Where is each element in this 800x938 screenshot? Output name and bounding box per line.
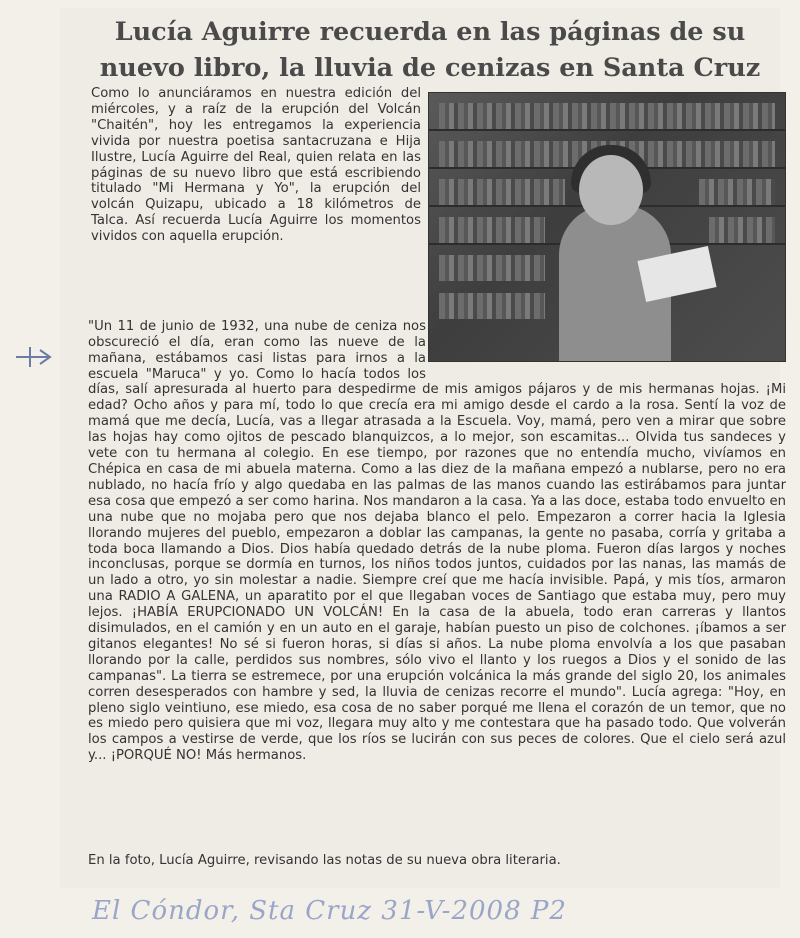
lead-paragraph: Como lo anunciáramos en nuestra edición del miércoles, y a raíz de la erupción del Volcán "Chaitén", hoy les entregamos la experiencia vivida por nuestra poetisa santacruzana e Hija Ilustre, Lucía Aguirre del Real, quien relata en las páginas de su nuevo libro que está escribiendo titulado "Mi Hermana y Yo", la erupción del volcán Quizapu, ubicado a 18 kilómetros de Talca. Así recuerda Lucía Aguirre los momentos vividos con aquella erupción. (91, 86, 421, 245)
handwritten-margin-note (0, 200, 80, 240)
photo-caption: En la foto, Lucía Aguirre, revisando las notas de su nueva obra literaria. (88, 853, 561, 868)
body-paragraph-text: "Un 11 de junio de 1932, una nube de ceniza nos obscureció el día, eran como las nueve de la mañana, estábamos casi listas para irnos a la escuela "Maruca" y yo. Como lo hacía todos los días, salí apresurada al huerto para despedirme de mis amigos pájaros y de mis hermanas hojas. ¡Mi edad? Ocho años y para mí, todo lo que crecía era mi amigo desde el cardo a la rosa. Sentí la voz de mamá que me decía, Lucía, vas a llegar atrasada a la Escuela. Voy, mamá, pero ven a mirar que sobre las hojas hay como ojitos de pescado blanquizcos, a lo mejor, son escamitas... Olvida tus sandeces y vete con tu hermana al colegio. En ese tiempo, por razones que no entendía mucho, vivíamos en Chépica en casa de mi abuela materna. Como a las diez de la mañana empezó a nublarse, pero no era nublado, no hacía frío y algo quedaba en las palmas de las manos cuando las estirábamos para juntar esa cosa que empezó a ser como harina. Nos mandaron a la casa. Ya a las doce, estaba todo envuelto en una nube que no mojaba pero que nos dejaba blanco el pelo. Empezaron a correr hacia la Iglesia llorando mujeres del pueblo, empezaron a doblar las campanas, la gente no pasaba, corría y gritaba a toda boca llamando a Dios. Dios había quedado detrás de la nube ploma. Fueron días largos y noches inconclusas, porque se dormía en turnos, los niños todos juntos, cuidados por las nanas, las mamás de un lado a otro, yo sin molestar a nadie. Siempre creí que me hacía invisible. Papá, y mis tíos, armaron una RADIO A GALENA, un aparatito por el que llegaban voces de Santiago que estaba muy, pero muy lejos. ¡HABÍA ERUPCIONADO UN VOLCÁN! En la casa de la abuela, todo eran carreras y llantos disimulados, en el camión y en un auto en el garaje, habían puesto un piso de colchones. ¡íbamos a ser gitanos elegantes! No sé si fueron horas, si días si años. La nube ploma envolvía a los que pasaban llorando por la calle, perdidos sus nombres, sólo vivo el llanto y los ruegos a Dios y el sonido de las campanas". La tierra se estremece, por una erupción volcánica la más grande del siglo 20, los animales corren desesperados con hambre y sed, la lluvia de cenizas recorre el mundo". Lucía agrega: "Hoy, en pleno siglo veintiuno, ese miedo, esa cosa de no saber porqué me llena el corazón de un temor, que no es miedo pero quisiera que mi voz, llegara muy alto y me contestara que ha pasado todo. Que volverán los campos a vestirse de verde, que los ríos se lucirán con sus peces de colores. Que el cielo será azul y... ¡PORQUÉ NO! Más hermanos. (88, 318, 786, 764)
headline: Lucía Aguirre recuerda en las páginas de su nuevo libro, la lluvia de cenizas en Santa Cruz (99, 17, 761, 83)
body-paragraph (88, 287, 786, 764)
handwritten-source-note: El Cóndor, Sta Cruz 31-V-2008 P2 (92, 896, 567, 926)
handwritten-arrow-icon (14, 345, 58, 367)
